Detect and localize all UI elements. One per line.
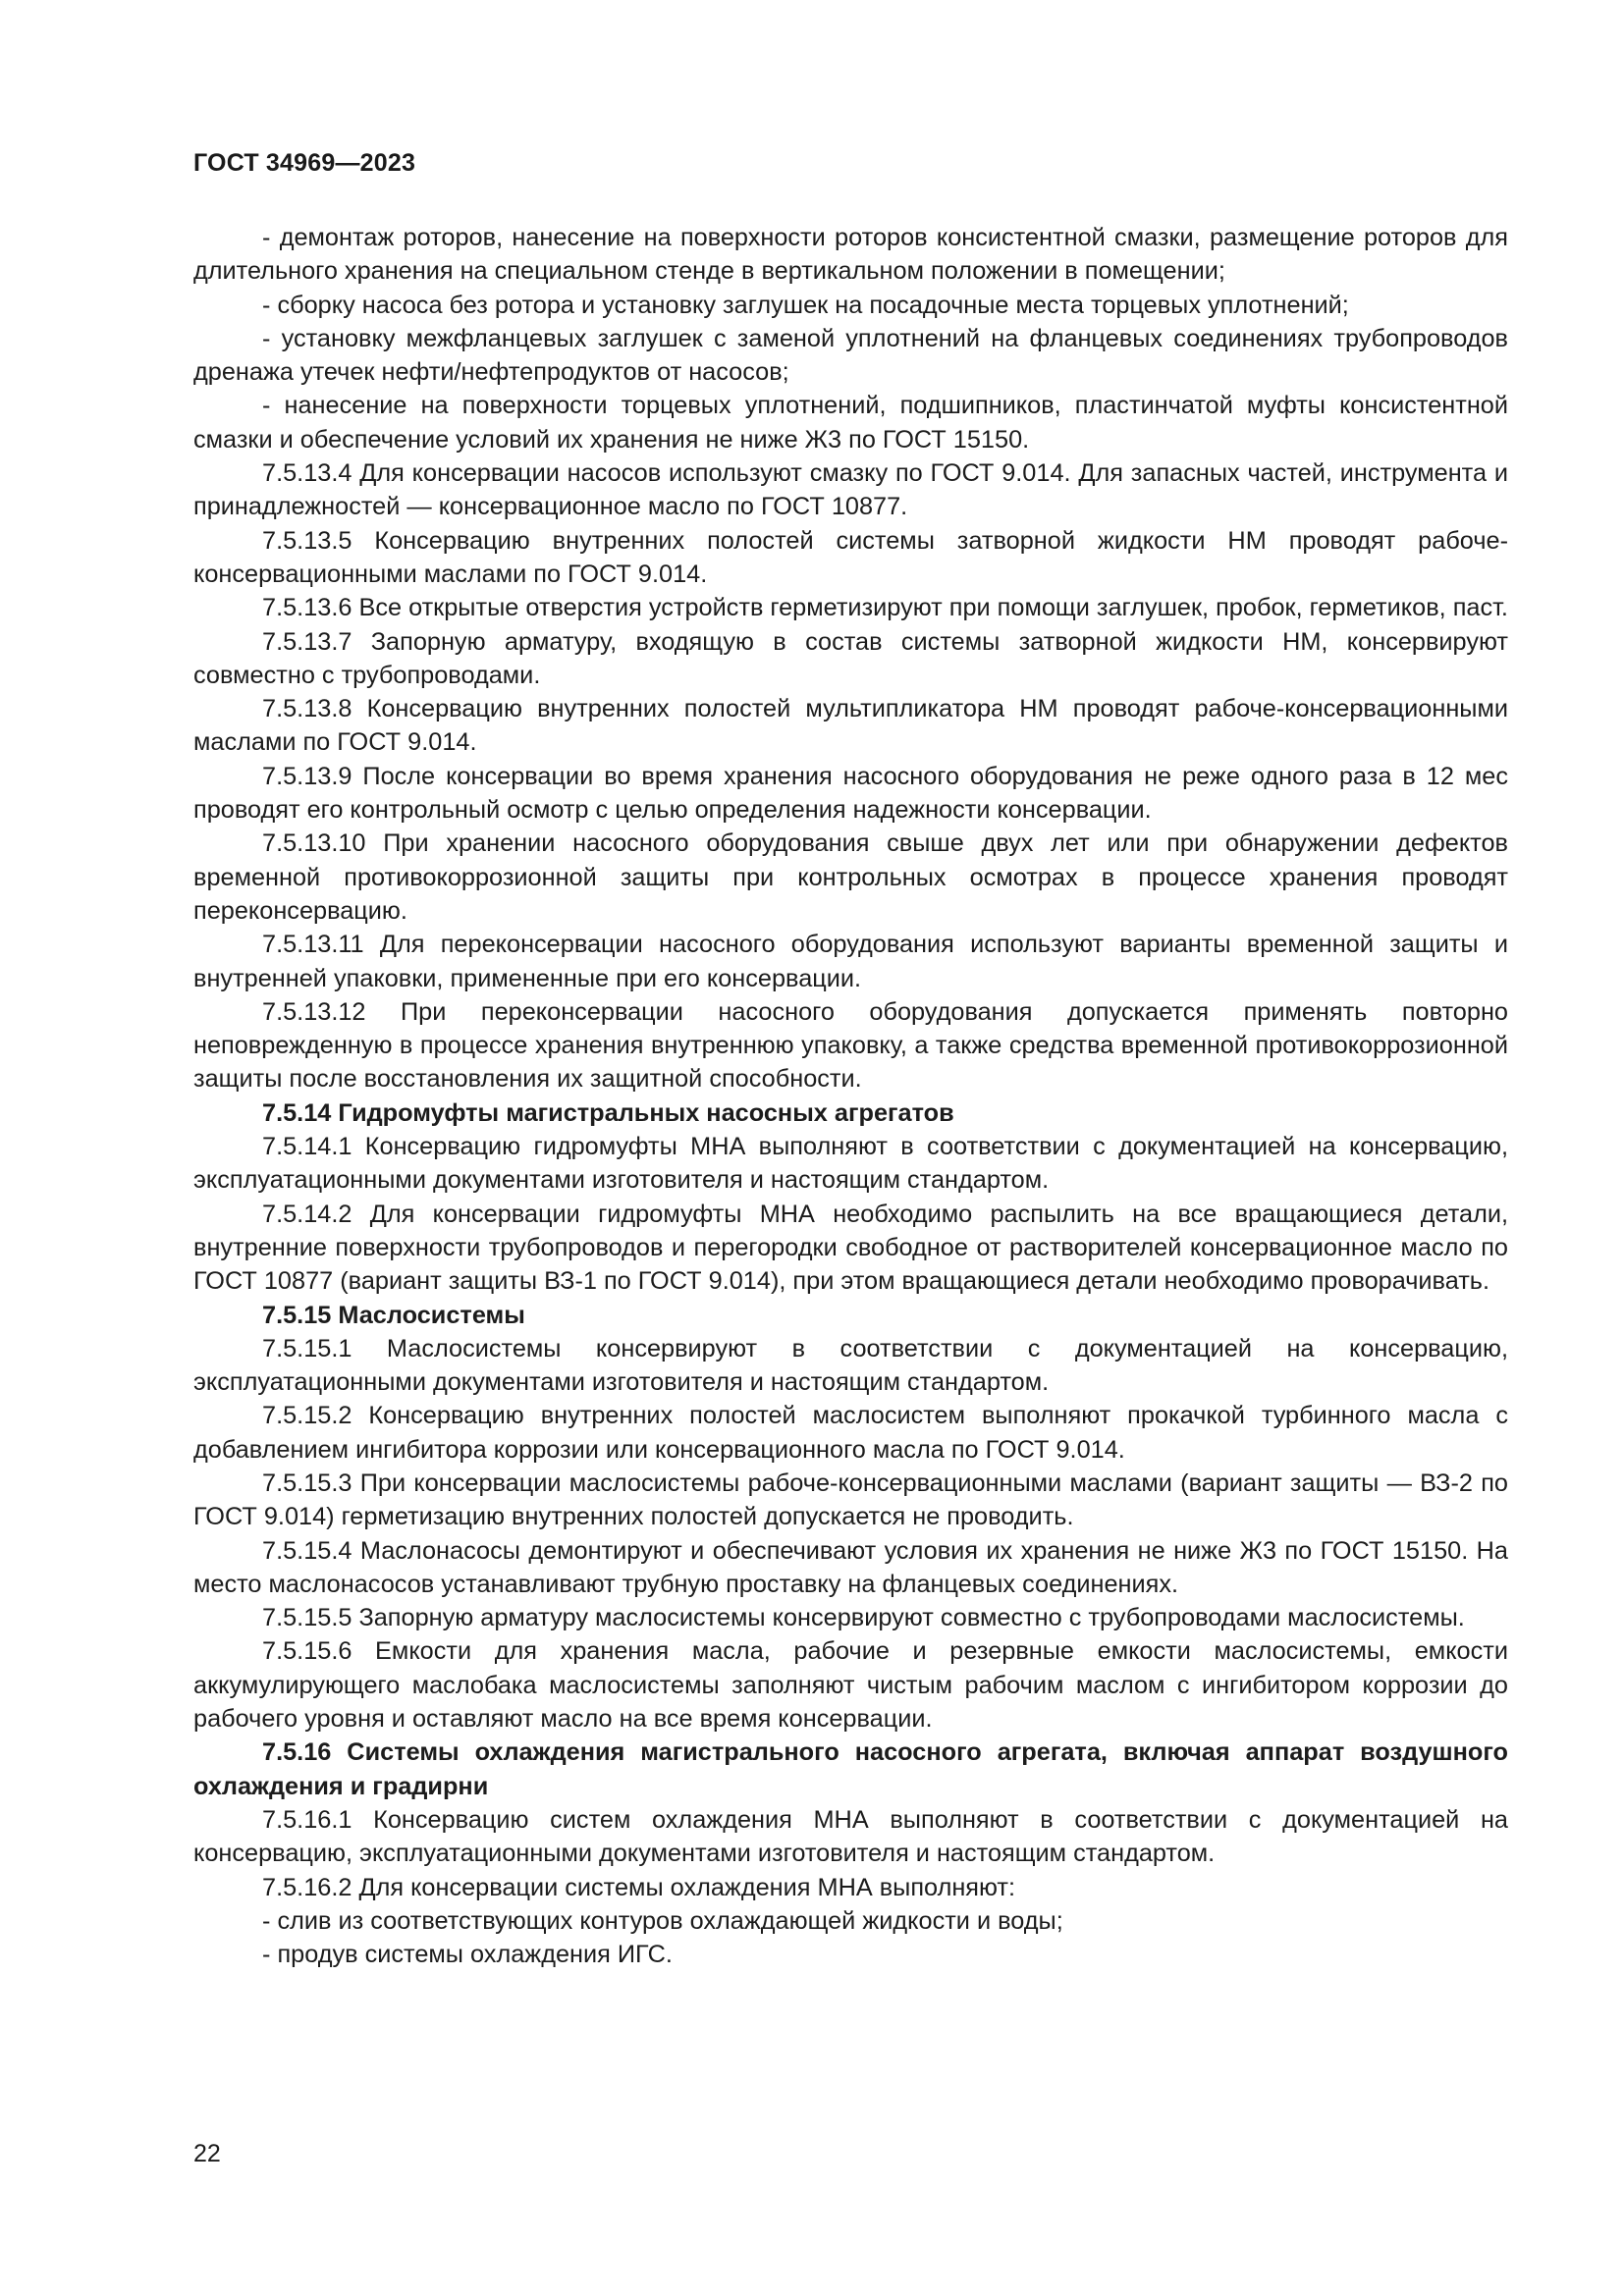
clause-7-5-15-3: 7.5.15.3 При консервации маслосистемы рабоче-консервационными маслами (вариант защиты — ВЗ-2 по ГОСТ 9.014) герметизацию внутренних полостей допускается не проводить. [193, 1468, 1508, 1531]
clause-7-5-16-1: 7.5.16.1 Консервацию систем охлаждения МНА выполняют в соответствии с документацией на консервацию, эксплуатационными документами изготовителя и настоящим стандартом. [193, 1805, 1508, 1868]
clause-7-5-13-11: 7.5.13.11 Для переконсервации насосного оборудования используют варианты временной защиты и внутренней упаковки, примененные при его консервации. [193, 931, 1508, 992]
list-item-flange-plugs: - установку межфланцевых заглушек с заменой уплотнений на фланцевых соединениях трубопроводов дренажа утечек нефти/нефтепродуктов от насосов; [193, 324, 1508, 387]
section-heading-7-5-16: 7.5.16 Системы охлаждения магистрального насосного агрегата, включая аппарат воздушного охлаждения и градирни [193, 1738, 1508, 1800]
clause-7-5-14-1: 7.5.14.1 Консервацию гидромуфты МНА выполняют в соответствии с документацией на консервацию, эксплуатационными документами изготовителя и настоящим стандартом. [193, 1133, 1508, 1195]
page-number: 22 [193, 2140, 221, 2167]
clause-7-5-13-9: 7.5.13.9 После консервации во время хранения насосного оборудования не реже одного раза в 12 мес проводят его контрольный осмотр с целью определения надежности консервации. [193, 762, 1508, 825]
list-item-coolant-drain: - слив из соответствующих контуров охлаждающей жидкости и воды; [262, 1906, 1063, 1935]
list-item-igs-purge: - продув системы охлаждения ИГС. [262, 1941, 673, 1969]
list-item-pump-assembly: - сборку насоса без ротора и установку заглушек на посадочные места торцевых уплотнений; [262, 291, 1349, 319]
clause-7-5-13-10: 7.5.13.10 При хранении насосного оборудования свыше двух лет или при обнаружении дефектов временной противокоррозионной защиты при контрольных осмотрах в процессе хранения проводят переконсервацию. [193, 829, 1508, 925]
clause-7-5-15-1: 7.5.15.1 Маслосистемы консервируют в соответствии с документацией на консервацию, эксплуатационными документами изготовителя и настоящим стандартом. [193, 1334, 1508, 1397]
section-heading-7-5-14: 7.5.14 Гидромуфты магистральных насосных агрегатов [262, 1098, 954, 1127]
clause-7-5-15-2: 7.5.15.2 Консервацию внутренних полостей маслосистем выполняют прокачкой турбинного масла с добавлением ингибитора коррозии или консервационного масла по ГОСТ 9.014. [193, 1402, 1508, 1464]
clause-7-5-13-6: 7.5.13.6 Все открытые отверстия устройств герметизируют при помощи заглушек, пробок, герметиков, паст. [262, 594, 1508, 622]
clause-7-5-13-12: 7.5.13.12 При переконсервации насосного оборудования допускается применять повторно неповрежденную в процессе хранения внутреннюю упаковку, а также средства временной противокоррозионной защиты после восстановления их защитной способности. [193, 997, 1508, 1094]
clause-7-5-15-4: 7.5.15.4 Маслонасосы демонтируют и обеспечивают условия их хранения не ниже Ж3 по ГОСТ 15150. На место маслонасосов устанавливают трубную проставку на фланцевых соединениях. [193, 1536, 1508, 1598]
section-heading-7-5-15: 7.5.15 Маслосистемы [262, 1301, 525, 1329]
clause-7-5-13-7: 7.5.13.7 Запорную арматуру, входящую в состав системы затворной жидкости НМ, консервируют совместно с трубопроводами. [193, 627, 1508, 689]
list-item-rotor-dismantling: - демонтаж роторов, нанесение на поверхности роторов консистентной смазки, размещение роторов для длительного хранения на специальном стенде в вертикальном положении в помещении; [193, 224, 1508, 286]
list-item-seal-greasing: - нанесение на поверхности торцевых уплотнений, подшипников, пластинчатой муфты консистентной смазки и обеспечение условий их хранения не ниже Ж3 по ГОСТ 15150. [193, 392, 1508, 454]
clause-7-5-13-4: 7.5.13.4 Для консервации насосов используют смазку по ГОСТ 9.014. Для запасных частей, инструмента и принадлежностей — консервационное масло по ГОСТ 10877. [193, 459, 1508, 521]
document-body [193, 221, 1508, 1971]
clause-7-5-15-5: 7.5.15.5 Запорную арматуру маслосистемы консервируют совместно с трубопроводами маслосистемы. [262, 1604, 1465, 1632]
clause-7-5-13-8: 7.5.13.8 Консервацию внутренних полостей мультипликатора НМ проводят рабоче-консервационными маслами по ГОСТ 9.014. [193, 695, 1508, 757]
clause-7-5-15-6: 7.5.15.6 Емкости для хранения масла, рабочие и резервные емкости маслосистемы, емкости аккумулирующего маслобака маслосистемы заполняют чистым рабочим маслом с ингибитором коррозии до рабочего уровня и оставляют масло на все время консервации. [193, 1637, 1508, 1734]
standard-designation: ГОСТ 34969—2023 [193, 149, 416, 177]
clause-7-5-14-2: 7.5.14.2 Для консервации гидромуфты МНА необходимо распылить на все вращающиеся детали, внутренние поверхности трубопроводов и перегородки свободное от растворителей консервационное масло по ГОСТ 10877 (вариант защиты ВЗ-1 по ГОСТ 9.014), при этом вращающиеся детали необходимо проворачивать. [193, 1200, 1508, 1296]
clause-7-5-13-5: 7.5.13.5 Консервацию внутренних полостей системы затворной жидкости НМ проводят рабоче-консервационными маслами по ГОСТ 9.014. [193, 526, 1508, 588]
clause-7-5-16-2: 7.5.16.2 Для консервации системы охлаждения МНА выполняют: [262, 1873, 1016, 1901]
